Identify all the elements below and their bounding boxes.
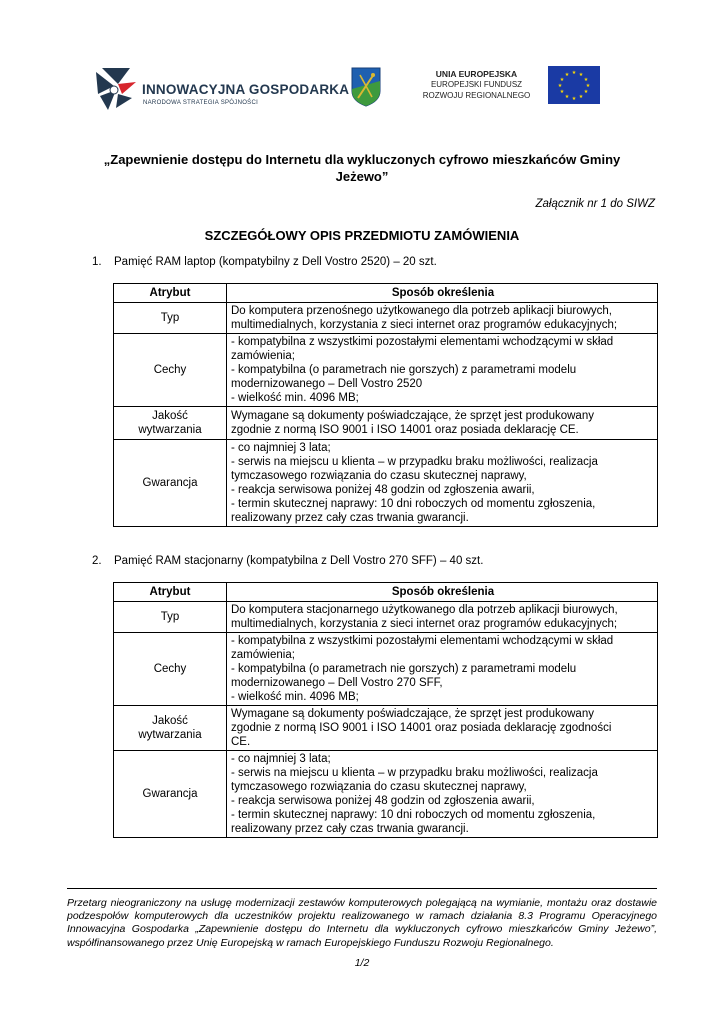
eu-logo-line2: EUROPEJSKI FUNDUSZ xyxy=(430,80,523,89)
description-line: - kompatybilna z wszystkimi pozostałymi elementami wchodzącymi w skład xyxy=(231,336,614,348)
table-header-row xyxy=(114,583,658,602)
svg-text:★: ★ xyxy=(564,94,570,100)
table-row xyxy=(114,706,658,751)
svg-text:★: ★ xyxy=(583,89,589,95)
ig-star-emblem-icon xyxy=(92,64,138,114)
description-line: Wymagane są dokumenty poświadczające, że sprzęt jest produkowany xyxy=(231,708,594,720)
item-1-number: 1. xyxy=(92,256,102,268)
innowacyjna-gospodarka-logo xyxy=(92,64,350,114)
description-line: realizowany przez cały czas trwania gwarancji. xyxy=(231,512,469,524)
table-row xyxy=(114,334,658,407)
svg-text:★: ★ xyxy=(585,83,591,89)
row-attribute-line: wytwarzania xyxy=(138,424,202,436)
table-header-row xyxy=(114,284,658,303)
row-attribute xyxy=(114,706,227,751)
description-line: - co najmniej 3 lata; xyxy=(231,442,331,454)
eu-logo-line3: ROZWOJU REGIONALNEGO xyxy=(422,90,531,100)
row-attribute: Gwarancja xyxy=(114,751,227,838)
description-line: - kompatybilna (o parametrach nie gorszych) z parametrami modelu xyxy=(231,364,577,376)
description-line: tymczasowego rozwiązania do czasu skutecznej naprawy, xyxy=(231,781,527,793)
row-description xyxy=(227,706,658,751)
description-line: - termin skutecznej naprawy: 10 dni roboczych od momentu zgłoszenia, xyxy=(231,809,596,821)
col-header-description: Sposób określenia xyxy=(227,583,658,602)
description-line: Do komputera stacjonarnego użytkowanego dla potrzeb aplikacji biurowych, xyxy=(231,604,618,616)
ig-logo-subtitle: NARODOWA STRATEGIA SPÓJNOŚCI xyxy=(143,100,259,106)
description-line: - kompatybilna z wszystkimi pozostałymi elementami wchodzącymi w skład xyxy=(231,635,614,647)
header-logos xyxy=(60,56,644,130)
description-line: zgodnie z normą ISO 9001 i ISO 14001 oraz posiada deklarację zgodności xyxy=(231,722,612,734)
row-attribute-line: Jakość xyxy=(152,410,188,422)
row-attribute-line: wytwarzania xyxy=(138,729,202,741)
svg-text:★: ★ xyxy=(559,77,565,83)
svg-text:★: ★ xyxy=(571,70,577,76)
row-attribute: Cechy xyxy=(114,633,227,706)
annex-label: Załącznik nr 1 do SIWZ xyxy=(535,198,655,210)
page-number: 1/2 xyxy=(354,957,370,969)
col-header-attribute: Atrybut xyxy=(114,284,227,303)
description-line: Do komputera przenośnego użytkowanego dla potrzeb aplikacji biurowych, xyxy=(231,305,612,317)
description-line: - wielkość min. 4096 MB; xyxy=(231,392,359,404)
description-line: - co najmniej 3 lata; xyxy=(231,753,331,765)
description-line: - reakcja serwisowa poniżej 48 godzin od zgłoszenia awarii, xyxy=(231,484,535,496)
spec-table-1 xyxy=(113,283,658,527)
ig-logo-name: INNOWACYJNA GOSPODARKA xyxy=(142,82,350,97)
section-title: SZCZEGÓŁOWY OPIS PRZEDMIOTU ZAMÓWIENIA xyxy=(204,228,520,243)
description-line: - serwis na miejscu u klienta – w przypadku braku możliwości, realizacja xyxy=(231,456,598,468)
description-line: - wielkość min. 4096 MB; xyxy=(231,691,359,703)
row-attribute xyxy=(114,407,227,440)
table-row xyxy=(114,407,658,440)
eu-flag-icon xyxy=(548,66,600,104)
row-description xyxy=(227,751,658,838)
col-header-attribute: Atrybut xyxy=(114,583,227,602)
description-line: - kompatybilna (o parametrach nie gorszych) z parametrami modelu xyxy=(231,663,577,675)
row-attribute: Gwarancja xyxy=(114,440,227,527)
description-line: - reakcja serwisowa poniżej 48 godzin od zgłoszenia awarii, xyxy=(231,795,535,807)
svg-text:★: ★ xyxy=(559,89,565,95)
item-2-heading-text: Pamięć RAM stacjonarny (kompatybilna z Dell Vostro 270 SFF) – 40 szt. xyxy=(114,555,484,567)
row-description xyxy=(227,440,658,527)
description-line: zamówienia; xyxy=(231,350,295,362)
row-attribute-line: Jakość xyxy=(152,715,188,727)
description-line: multimedialnych, korzystania z sieci internet oraz programów edukacyjnych; xyxy=(231,319,618,331)
col-header-description: Sposób określenia xyxy=(227,284,658,303)
row-attribute: Typ xyxy=(114,303,227,334)
svg-text:★: ★ xyxy=(583,77,589,83)
description-line: realizowany przez cały czas trwania gwarancji. xyxy=(231,823,469,835)
table-row xyxy=(114,633,658,706)
table-row xyxy=(114,440,658,527)
row-description xyxy=(227,407,658,440)
table-row xyxy=(114,602,658,633)
row-description xyxy=(227,334,658,407)
svg-text:★: ★ xyxy=(557,83,563,89)
description-line: multimedialnych, korzystania z sieci internet oraz programów edukacyjnych; xyxy=(231,618,618,630)
row-description xyxy=(227,602,658,633)
eu-logo-line1: UNIA EUROPEJSKA xyxy=(435,69,518,79)
description-line: modernizowanego – Dell Vostro 2520 xyxy=(231,378,423,390)
description-line: - serwis na miejscu u klienta – w przypadku braku możliwości, realizacja xyxy=(231,767,598,779)
svg-text:★: ★ xyxy=(564,72,570,78)
document-title-line1: „Zapewnienie dostępu do Internetu dla wykluczonych cyfrowo mieszkańców Gminy xyxy=(103,152,621,167)
row-description xyxy=(227,303,658,334)
document-title xyxy=(60,151,664,185)
description-line: - termin skutecznej naprawy: 10 dni roboczych od momentu zgłoszenia, xyxy=(231,498,596,510)
description-line: tymczasowego rozwiązania do czasu skutecznej naprawy, xyxy=(231,470,527,482)
item-1-heading-text: Pamięć RAM laptop (kompatybilny z Dell Vostro 2520) – 20 szt. xyxy=(114,256,437,268)
gmina-coat-of-arms-icon xyxy=(351,67,381,107)
description-line: modernizowanego – Dell Vostro 270 SFF, xyxy=(231,677,443,689)
description-line: zamówienia; xyxy=(231,649,295,661)
document-title-line2: Jeżewo” xyxy=(335,169,389,184)
footer-divider xyxy=(67,888,657,889)
description-line: CE. xyxy=(231,736,251,748)
table-row xyxy=(114,303,658,334)
item-2-number: 2. xyxy=(92,555,102,567)
svg-text:★: ★ xyxy=(578,94,584,100)
eu-erdf-logo xyxy=(419,66,619,110)
svg-text:★: ★ xyxy=(578,72,584,78)
row-description xyxy=(227,633,658,706)
spec-table-2 xyxy=(113,582,658,838)
row-attribute: Typ xyxy=(114,602,227,633)
description-line: Wymagane są dokumenty poświadczające, że sprzęt jest produkowany xyxy=(231,410,594,422)
footer-note: Przetarg nieograniczony na usługę modernizacji zestawów komputerowych polegającą na wymianie, montażu oraz dostawie podzespołów komputerowych dla uczestników projektu realizowanego w ramach działania 8.3 Programu Operacyjnego Innowacyjna Gospodarka „Zapewnienie dostępu do Internetu dla wykluczonych cyfrowo mieszkańców Gminy Jeżewo”, współfinansowanego przez Unię Europejską w ramach Europejskiego Funduszu Rozwoju Regionalnego. xyxy=(67,897,657,949)
svg-text:★: ★ xyxy=(571,96,577,102)
description-line: zgodnie z normą ISO 9001 i ISO 14001 oraz posiada deklarację CE. xyxy=(231,424,579,436)
table-row xyxy=(114,751,658,838)
row-attribute: Cechy xyxy=(114,334,227,407)
